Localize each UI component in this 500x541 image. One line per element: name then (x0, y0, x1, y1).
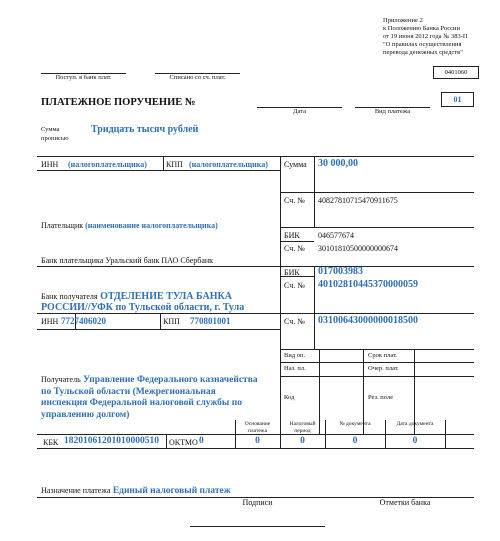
basis-header-2: платежа (247, 427, 268, 434)
recipient-block (41, 374, 277, 421)
signatures-label: Подписи (242, 498, 273, 507)
grid-line (280, 241, 314, 242)
recipient-line-2[interactable]: по Тульской области (Межрегиональная (41, 386, 216, 397)
oktmo-value[interactable]: 0 (199, 436, 204, 446)
period-header (280, 421, 325, 434)
recipient-corr-value[interactable]: 40102810445370000059 (318, 279, 418, 290)
status-code-box[interactable]: 01 (441, 92, 474, 107)
recipient-line-4[interactable]: управлению долгом) (41, 409, 130, 420)
payer-bank-text: Банк плательщика Уральский банк ПАО Сбербанк (41, 256, 214, 265)
pay-purpose-label: Наз. пл. (284, 365, 306, 372)
grid-line (163, 156, 164, 170)
grid-line (280, 349, 474, 350)
grid-line (280, 192, 474, 193)
purpose-block (41, 486, 231, 496)
appendix-note (383, 17, 468, 57)
grid-line (37, 329, 280, 330)
payer-bank-corr-label: Сч. № (284, 244, 305, 253)
page-title: ПЛАТЕЖНОЕ ПОРУЧЕНИЕ № (41, 97, 196, 108)
recipient-bik-label: БИК (284, 268, 300, 277)
grid-line (37, 448, 474, 449)
payer-bank-bik-label: БИК (284, 231, 300, 240)
doc-num-value[interactable]: 0 (352, 436, 358, 446)
signature-line-1[interactable] (190, 526, 325, 527)
payer-bank-bik-value[interactable]: 046577674 (318, 231, 354, 240)
grid-line (280, 227, 474, 228)
grid-line (314, 156, 315, 227)
pay-order-label: Очер. плат. (368, 365, 399, 372)
appendix-line-4: "О правилах осуществления (383, 41, 462, 48)
basis-header (235, 421, 280, 434)
recipient-bank-line-1[interactable]: ОТДЕЛЕНИЕ ТУЛА БАНКА (100, 291, 232, 302)
received-label: Поступ. в банк плат. (55, 74, 112, 81)
payer-account-value[interactable]: 40827810715470911675 (318, 196, 398, 205)
grid-line (314, 266, 315, 349)
recipient-bank-block (41, 291, 244, 313)
recipient-line-3[interactable]: инспекция Федеральной налоговой службы по (41, 398, 242, 408)
grid-line (280, 156, 281, 448)
recipient-line-1[interactable]: Управление Федерального казначейства (83, 375, 258, 385)
period-header-1: Налоговый (289, 421, 316, 427)
period-header-2: период (294, 427, 311, 434)
payer-label (41, 221, 218, 230)
recipient-bank-line-2[interactable]: РОССИИ//УФК по Тульской области, г. Тула (41, 302, 245, 313)
recipient-inn-value[interactable]: 7727406020 (61, 316, 106, 326)
sum-label: Сумма (284, 160, 307, 169)
purpose-value[interactable]: Единый налоговый платеж (112, 486, 231, 496)
grid-line (37, 170, 280, 171)
code-label: Код (284, 394, 295, 401)
kbk-value[interactable]: 18201061201010000510 (64, 436, 159, 446)
appendix-line-1: Приложение 2 (383, 17, 423, 24)
appendix-line-3: от 19 июня 2012 года № 383-П (383, 33, 468, 40)
appendix-line-2: к Положению Банка России (383, 25, 460, 32)
appendix-line-5: перевода денежных средств" (383, 49, 463, 56)
amount-words-field[interactable]: Тридцать тысяч рублей (91, 124, 199, 135)
recipient-bik-value[interactable]: 017003983 (318, 266, 363, 277)
recipient-account-label: Сч. № (284, 317, 305, 326)
payer-kpp-field[interactable]: (налогоплательщика) (189, 160, 268, 169)
grid-line (37, 266, 474, 267)
payer-inn-field[interactable]: (налогоплательщика) (68, 160, 147, 169)
payment-type-label: Вид платежа (374, 108, 411, 115)
recipient-label: Получатель (41, 375, 81, 384)
date-label: Дата (293, 108, 306, 115)
payer-name-field[interactable]: (наименование налогоплательщика) (85, 221, 218, 230)
doc-date-value[interactable]: 0 (412, 436, 418, 446)
recipient-corr-label: Сч. № (284, 281, 305, 290)
period-value[interactable]: 0 (300, 436, 305, 446)
basis-header-1: Основание (244, 421, 271, 427)
payer-inn-label: ИНН (41, 160, 59, 169)
kbk-label: КБК (43, 438, 59, 447)
debited-label: Списано со сч. плат. (169, 74, 226, 81)
op-type-label: Вид оп. (284, 352, 306, 359)
recipient-kpp-value[interactable]: 770801001 (190, 316, 231, 326)
recipient-account-value[interactable]: 03100643000000018500 (318, 315, 418, 326)
payer-label-text: Плательщик (41, 221, 84, 230)
payer-kpp-label: КПП (166, 160, 183, 169)
sum-field[interactable]: 30 000,00 (318, 158, 358, 169)
purpose-label: Назначение платежа (41, 486, 111, 495)
bank-marks-label: Отметки банка (379, 498, 431, 507)
form-code-box: 0401060 (433, 66, 479, 79)
doc-date-header: Дата документа (396, 421, 434, 427)
recipient-kpp-label: КПП (163, 317, 180, 326)
grid-line (280, 376, 474, 377)
grid-line (280, 362, 474, 363)
payer-account-label: Сч. № (284, 196, 305, 205)
recipient-bank-label: Банк получателя (41, 292, 98, 301)
doc-num-header: № документа (339, 421, 371, 427)
res-field-label: Рез. поле (368, 394, 394, 401)
grid-line (160, 313, 161, 329)
payer-bank-corr-value[interactable]: 30101810500000000674 (318, 244, 398, 253)
amount-words-label-2: прописью (41, 135, 69, 142)
grid-line (37, 434, 474, 435)
grid-line (166, 434, 167, 448)
amount-words-label (41, 125, 69, 143)
grid-line (37, 313, 474, 314)
pay-term-label: Срок плат. (368, 352, 398, 359)
amount-words-label-1: Сумма (41, 126, 60, 133)
oktmo-label: ОКТМО (169, 438, 198, 447)
basis-value[interactable]: 0 (255, 436, 260, 446)
grid-line (37, 156, 474, 157)
grid-line (445, 420, 446, 448)
recipient-inn-label: ИНН (41, 317, 59, 326)
